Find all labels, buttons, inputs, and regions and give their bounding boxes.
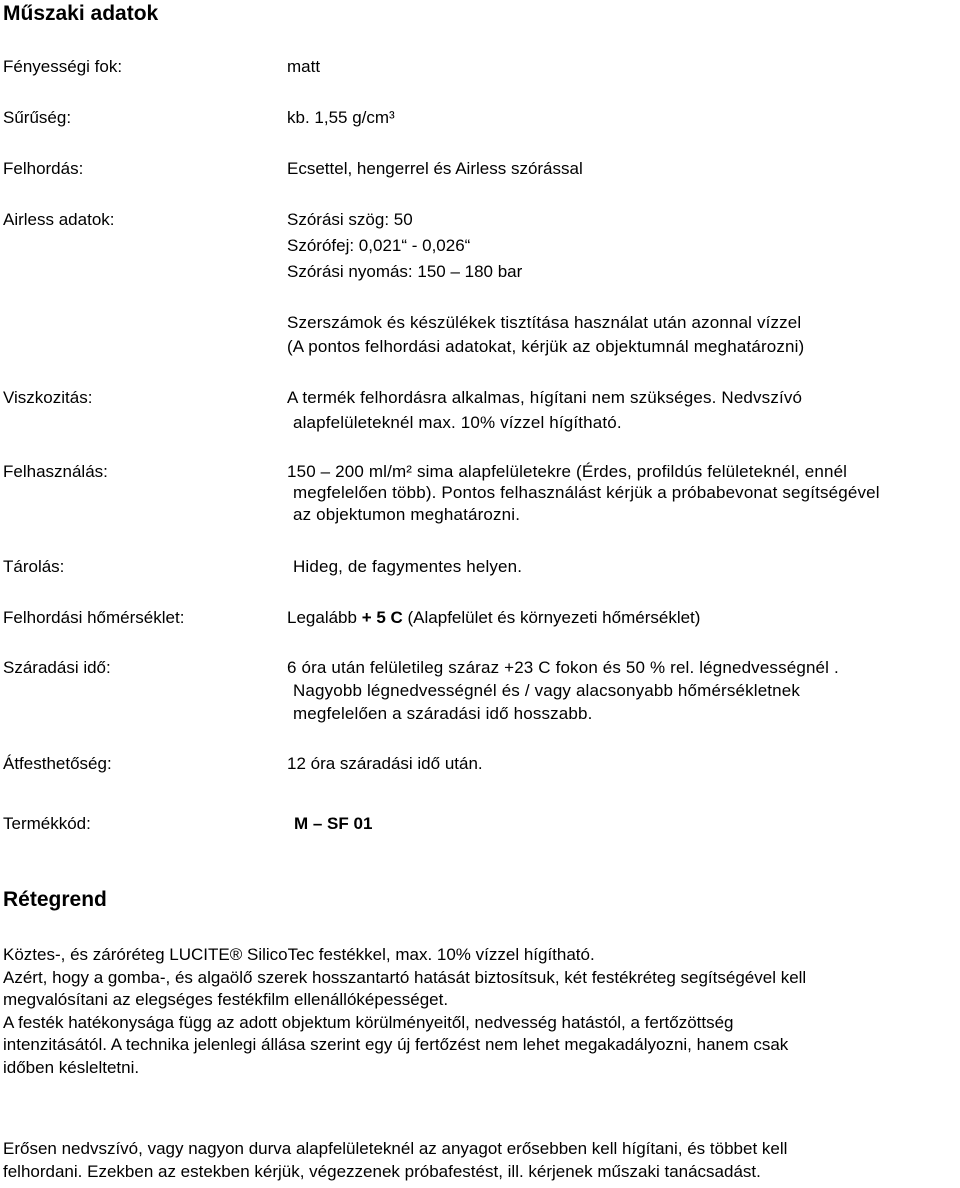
usage-line3: az objektumon meghatározni. (293, 505, 521, 524)
viscosity-label: Viszkozitás: (3, 388, 93, 407)
density-label: Sűrűség: (3, 108, 72, 127)
airless-label: Airless adatok: (3, 210, 115, 229)
airless-pressure: Szórási nyomás: 150 – 180 bar (287, 262, 523, 281)
specs-heading: Műszaki adatok (3, 2, 159, 25)
layers-line: intenzitásától. A technika jelenlegi állása szerint egy új fertőzést nem lehet megakadályozni, hanem csak (3, 1035, 789, 1054)
gloss-label: Fényességi fok: (3, 57, 123, 76)
temperature-suffix: (Alapfelület és környezeti hőmérséklet) (402, 608, 701, 627)
density-value: kb. 1,55 g/cm³ (287, 108, 395, 127)
layers-line: Azért, hogy a gomba-, és algaölő szerek hosszantartó hatását biztosítsuk, két festékréteg segítségével kell (3, 967, 807, 987)
temperature-label: Felhordási hőmérséklet: (3, 608, 185, 627)
layers-paragraph (3, 944, 953, 1079)
layers-line: Köztes-, és záróréteg LUCITE® SilicoTec festékkel, max. 10% vízzel hígítható. (3, 945, 595, 964)
usage-line1: 150 – 200 ml/m² sima alapfelületekre (Érdes, profildús felületeknél, ennél (287, 462, 848, 481)
recoat-label: Átfesthetőség: (3, 754, 112, 773)
airless-nozzle: Szórófej: 0,021“ - 0,026“ (287, 236, 471, 255)
storage-value: Hideg, de fagymentes helyen. (293, 557, 523, 576)
recoat-value: 12 óra száradási idő után. (287, 754, 483, 773)
application-label: Felhordás: (3, 159, 84, 178)
footer-paragraph (3, 1138, 953, 1183)
footer-line: felhordani. Ezekben az estekben kérjük, végezzenek próbafestést, ill. kérjenek műszaki tanácsadást. (3, 1161, 761, 1181)
drying-label: Száradási idő: (3, 658, 111, 677)
application-value: Ecsettel, hengerrel és Airless szórással (287, 159, 583, 178)
layers-line: A festék hatékonysága függ az adott objektum körülményeitől, nedvesség hatástól, a fertőzöttség (3, 1012, 734, 1032)
airless-angle: Szórási szög: 50 (287, 210, 413, 229)
usage-label: Felhasználás: (3, 462, 108, 481)
usage-line2: megfelelően több). Pontos felhasználást kérjük a próbabevonat segítségével (293, 483, 880, 502)
gloss-value: matt (287, 57, 321, 76)
drying-line1: 6 óra után felületileg száraz +23 C fokon és 50 % rel. légnedvességnél . (287, 658, 839, 677)
product-code-value: M – SF 01 (294, 814, 373, 833)
airless-note: (A pontos felhordási adatokat, kérjük az objektumnál meghatározni) (287, 337, 805, 356)
temperature-min: + 5 C (361, 608, 403, 627)
airless-cleaning: Szerszámok és készülékek tisztítása használat után azonnal vízzel (287, 313, 802, 332)
viscosity-line2: alapfelületeknél max. 10% vízzel hígítható. (293, 413, 622, 432)
drying-line3: megfelelően a száradási idő hosszabb. (293, 704, 593, 723)
product-code-label: Termékkód: (3, 814, 91, 833)
temperature-prefix: Legalább (287, 608, 362, 627)
temperature-value (287, 608, 700, 628)
layers-line: időben késleltetni. (3, 1057, 140, 1077)
drying-line2: Nagyobb légnedvességnél és / vagy alacsonyabb hőmérsékletnek (293, 681, 801, 700)
footer-line: Erősen nedvszívó, vagy nagyon durva alapfelületeknél az anyagot erősebben kell hígítani, és többet kell (3, 1139, 788, 1158)
storage-label: Tárolás: (3, 557, 65, 576)
layers-heading: Rétegrend (3, 888, 107, 911)
layers-line: megvalósítani az elegséges festékfilm ellenállóképességet. (3, 990, 449, 1009)
viscosity-line1: A termék felhordásra alkalmas, hígítani nem szükséges. Nedvszívó (287, 388, 803, 407)
